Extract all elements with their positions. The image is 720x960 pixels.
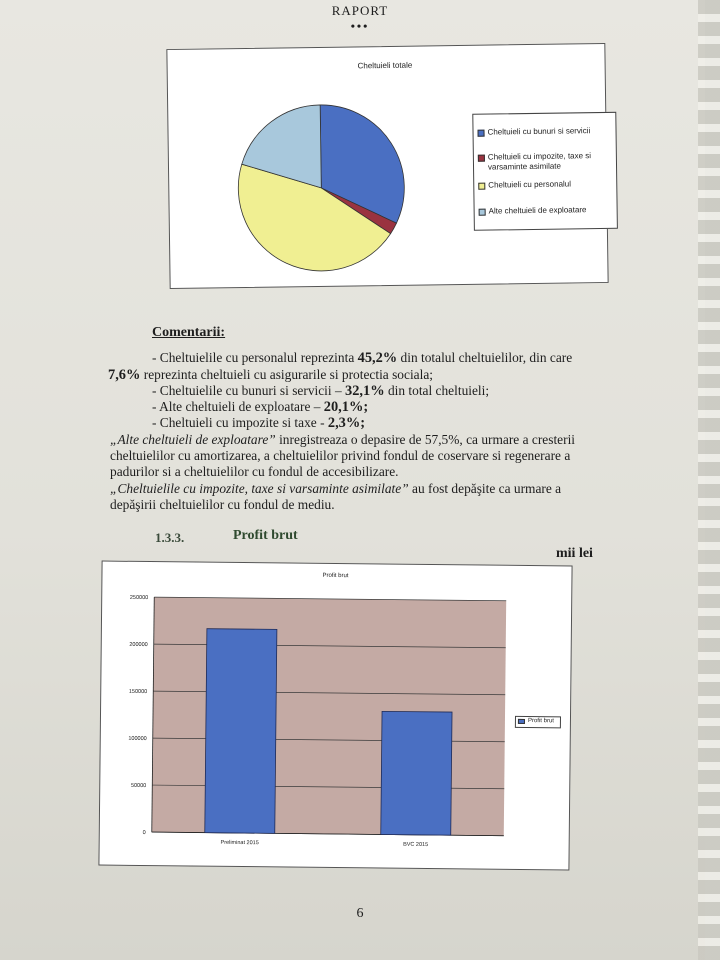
pie-chart [230, 97, 412, 279]
pie-legend [472, 112, 618, 231]
bar-chart-frame [98, 561, 572, 871]
legend-label: Profit brut [527, 718, 554, 725]
comment-text: - Cheltuieli cu impozite si taxe - [152, 415, 328, 430]
comment-line-5 [152, 415, 365, 432]
comment-text: din total cheltuieli; [384, 383, 490, 398]
bar-chart-title: Profit brut [322, 572, 349, 580]
comment-text: reprezinta cheltuieli cu asigurarile si protectia sociala; [140, 367, 433, 382]
comment-value: 7,6% [108, 367, 141, 383]
bar-chart [99, 562, 571, 870]
comment-text: din totalul cheltuielilor, din care [397, 350, 573, 365]
legend-item-other-expenses [479, 205, 587, 217]
y-tick-label: 200000 [129, 641, 148, 649]
comment-text: inregistreaza o depasire de 57,5%, ca urmare a cresterii [275, 432, 576, 447]
comment-text: - Alte cheltuieli de exploatare – [152, 399, 324, 414]
legend-swatch [478, 155, 485, 162]
comment-line-1 [152, 350, 572, 367]
legend-label: Cheltuieli cu impozite, taxe si varsaminte asimilate [487, 151, 592, 172]
bar-legend [515, 716, 561, 728]
comment-value: 32,1% [345, 383, 385, 399]
comment-line-2 [108, 367, 433, 384]
y-tick-label: 100000 [128, 735, 147, 743]
comment-line-4 [152, 399, 368, 416]
legend-item-goods-services [477, 126, 590, 138]
header-ornament: ••• [350, 19, 370, 33]
pie-chart-frame [166, 43, 608, 289]
bar-1 [205, 629, 277, 834]
legend-label: Alte cheltuieli de exploatare [488, 205, 587, 216]
comment-line-10: depăşirii cheltuielilor cu fondul de mediu. [110, 497, 335, 512]
legend-swatch [518, 719, 525, 724]
section-number: 1.3.3. [155, 530, 185, 545]
y-tick-label: 50000 [130, 782, 147, 790]
unit-label: mii lei [556, 546, 593, 561]
page-number: 6 [356, 906, 364, 921]
pie-chart-title: Cheltuieli totale [357, 60, 413, 71]
bar-2 [381, 711, 452, 835]
y-tick-label: 150000 [128, 688, 148, 696]
legend-swatch [478, 183, 485, 190]
comment-italic: „Cheltuielile cu impozite, taxe si varsaminte asimilate” [110, 481, 409, 496]
page-header-title: RAPORT [331, 3, 389, 18]
legend-item-taxes [478, 151, 614, 173]
y-tick-label: 0 [142, 829, 146, 837]
comments-heading: Comentarii: [152, 325, 226, 340]
x-tick-label: Preliminat 2015 [220, 839, 259, 847]
legend-item-personnel [478, 179, 571, 190]
legend-label: Cheltuieli cu bunuri si servicii [487, 126, 591, 137]
comment-text: au fost depăşite ca urmare a [408, 481, 562, 496]
spiral-binding [698, 0, 720, 960]
section-title: Profit brut [233, 528, 298, 543]
comment-line-9 [110, 481, 561, 497]
legend-item-profit [518, 717, 554, 725]
legend-swatch [479, 209, 486, 216]
comment-line-3 [152, 383, 489, 400]
legend-label: Cheltuieli cu personalul [488, 179, 572, 190]
comment-value: 45,2% [357, 350, 398, 366]
comment-value: 2,3%; [327, 415, 366, 431]
comment-line-8: padurilor si a cheltuielilor cu fondul de accesibilizare. [110, 464, 399, 479]
comment-line-6 [110, 432, 575, 448]
legend-swatch [478, 130, 485, 137]
comment-text: - Cheltuielile cu bunuri si servicii – [152, 383, 346, 398]
comment-value: 20,1%; [323, 399, 369, 415]
comment-line-7: cheltuielilor cu amortizarea, a cheltuielilor privind fondul de coservare si regenerare a [110, 448, 571, 463]
x-tick-label: BVC 2015 [403, 841, 429, 848]
y-tick-label: 250000 [129, 594, 149, 602]
comment-italic: „Alte cheltuieli de exploatare” [110, 432, 276, 447]
comment-text: - Cheltuielile cu personalul reprezinta [152, 350, 358, 365]
